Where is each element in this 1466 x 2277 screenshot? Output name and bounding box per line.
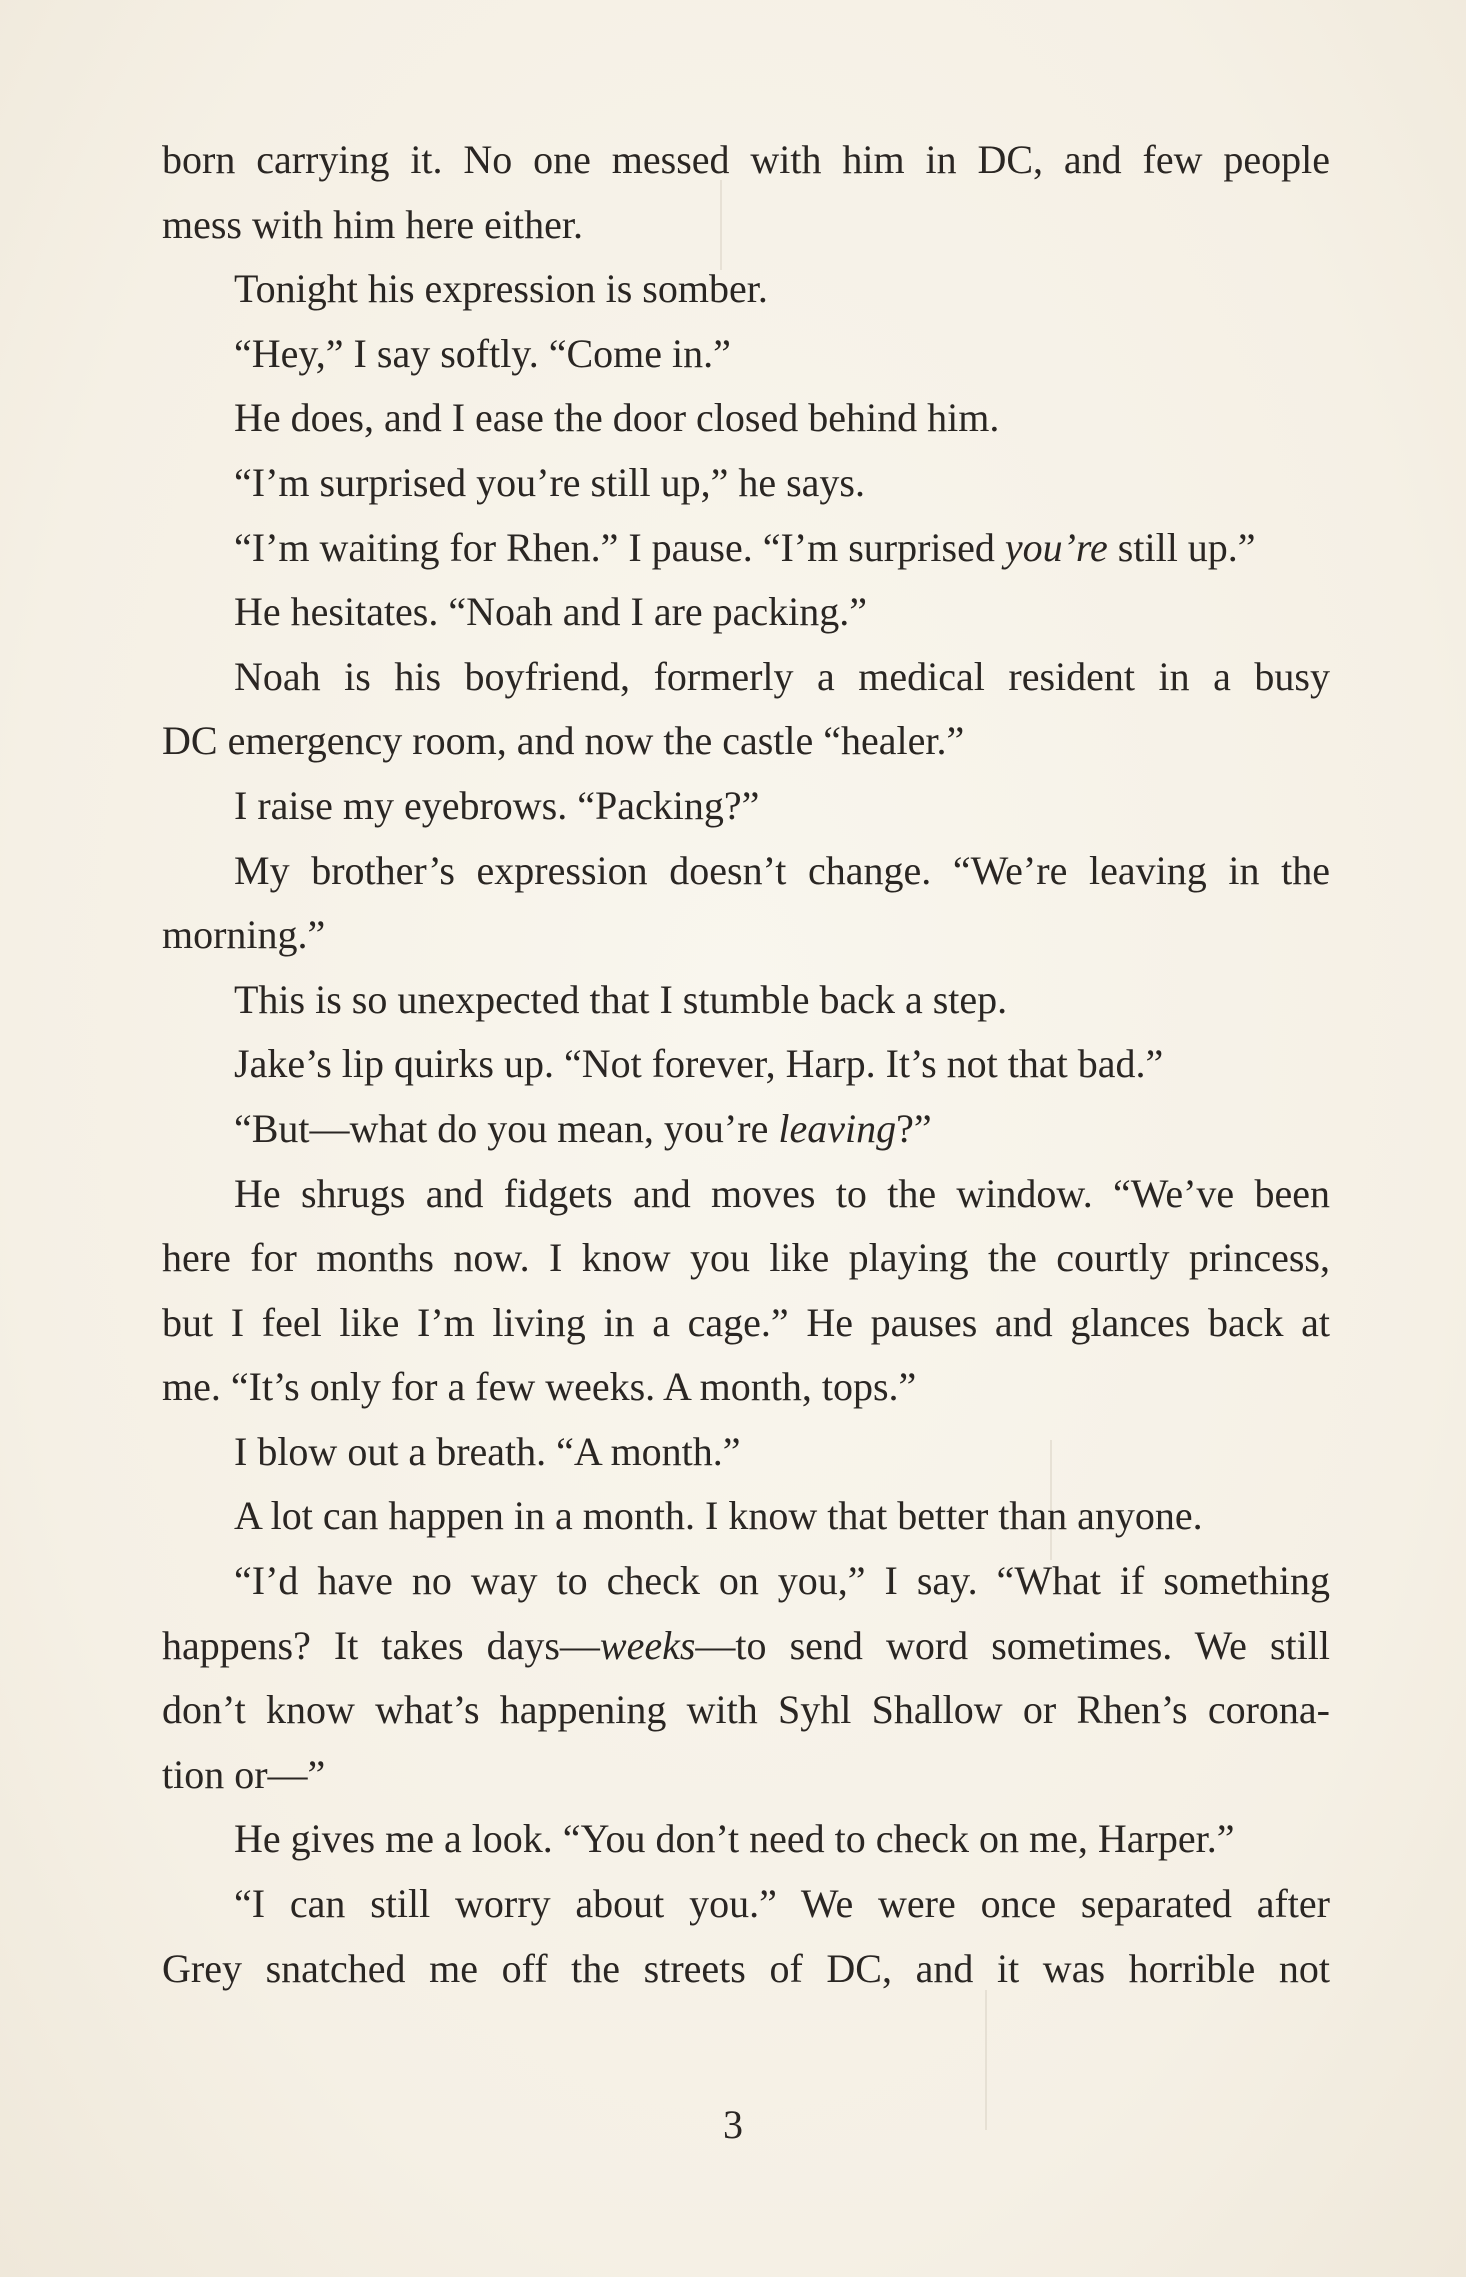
text-segment: born carrying it. No one messed with him in DC, and few people: [162, 137, 1330, 182]
text-segment: tion or—”: [162, 1751, 326, 1797]
text-segment: DC emergency room, and now the castle “healer.”: [162, 718, 965, 764]
text-line: [162, 386, 1330, 451]
text-line: [162, 1872, 1330, 1937]
text-line: [162, 1355, 1330, 1420]
text-segment: Tonight his expression is somber.: [234, 266, 768, 312]
text-line: [162, 1162, 1330, 1227]
text-line: [162, 1420, 1330, 1485]
text-line: [162, 1549, 1330, 1614]
text-segment: mess with him here either.: [162, 201, 584, 247]
text-segment: “I’m surprised you’re still up,” he says.: [234, 459, 865, 505]
text-line: [162, 839, 1330, 904]
text-segment: “But—what do you mean, you’re: [234, 1105, 779, 1151]
text-segment: morning.”: [162, 912, 326, 958]
text-line: [162, 128, 1330, 193]
text-segment: don’t know what’s happening with Syhl Shallow or Rhen’s corona-: [162, 1687, 1330, 1733]
text-segment: My brother’s expression doesn’t change. “We’re leaving in the: [234, 847, 1330, 893]
text-segment: “I’m waiting for Rhen.” I pause. “I’m surprised: [234, 524, 1005, 570]
italic-text: you’re: [1004, 524, 1108, 570]
text-segment: —to send word sometimes. We still: [695, 1622, 1330, 1668]
italic-text: leaving: [778, 1105, 897, 1151]
page-number: 3: [723, 2102, 743, 2147]
text-line: [162, 774, 1330, 839]
text-line: [162, 257, 1330, 322]
text-line: [162, 580, 1330, 645]
text-line: [162, 516, 1330, 581]
text-segment: I raise my eyebrows. “Packing?”: [234, 782, 760, 828]
text-line: [162, 451, 1330, 516]
text-line: [162, 968, 1330, 1033]
text-line: [162, 1678, 1330, 1743]
text-line: [162, 1807, 1330, 1872]
text-segment: Grey snatched me off the streets of DC, and it was horrible not: [162, 1945, 1330, 1991]
body-text: [162, 128, 1330, 2001]
text-segment: Jake’s lip quirks up. “Not forever, Harp. It’s not that bad.”: [234, 1041, 1164, 1087]
italic-text: weeks: [599, 1622, 696, 1668]
text-segment: but I feel like I’m living in a cage.” He pauses and glances back at: [162, 1299, 1330, 1345]
text-segment: He hesitates. “Noah and I are packing.”: [234, 589, 868, 635]
text-line: [162, 1291, 1330, 1356]
text-segment: “Hey,” I say softly. “Come in.”: [234, 330, 731, 376]
text-segment: This is so unexpected that I stumble back a step.: [234, 976, 1008, 1022]
text-line: [162, 1614, 1330, 1679]
text-segment: Noah is his boyfriend, formerly a medical resident in a busy: [234, 653, 1330, 699]
text-segment: “I’d have no way to check on you,” I say. “What if something: [234, 1558, 1330, 1604]
text-segment: still up.”: [1107, 524, 1256, 570]
text-segment: “I can still worry about you.” We were once separated after: [234, 1881, 1330, 1927]
text-segment: He does, and I ease the door closed behind him.: [234, 395, 1000, 441]
text-segment: happens? It takes days—: [162, 1622, 600, 1668]
text-line: [162, 903, 1330, 968]
text-segment: He gives me a look. “You don’t need to check on me, Harper.”: [234, 1816, 1235, 1862]
text-segment: A lot can happen in a month. I know that better than anyone.: [234, 1493, 1203, 1539]
text-line: [162, 1484, 1330, 1549]
text-line: [162, 1937, 1330, 2002]
text-segment: ?”: [896, 1105, 932, 1151]
text-segment: here for months now. I know you like playing the courtly princess,: [162, 1235, 1330, 1281]
text-line: [162, 645, 1330, 710]
text-line: [162, 1743, 1330, 1808]
text-segment: me. “It’s only for a few weeks. A month, tops.”: [162, 1364, 917, 1410]
text-line: [162, 709, 1330, 774]
text-line: [162, 1097, 1330, 1162]
text-segment: I blow out a breath. “A month.”: [234, 1428, 741, 1474]
text-segment: He shrugs and fidgets and moves to the window. “We’ve been: [234, 1170, 1330, 1216]
text-line: [162, 1226, 1330, 1291]
text-line: [162, 322, 1330, 387]
text-line: [162, 1032, 1330, 1097]
text-line: [162, 193, 1330, 258]
